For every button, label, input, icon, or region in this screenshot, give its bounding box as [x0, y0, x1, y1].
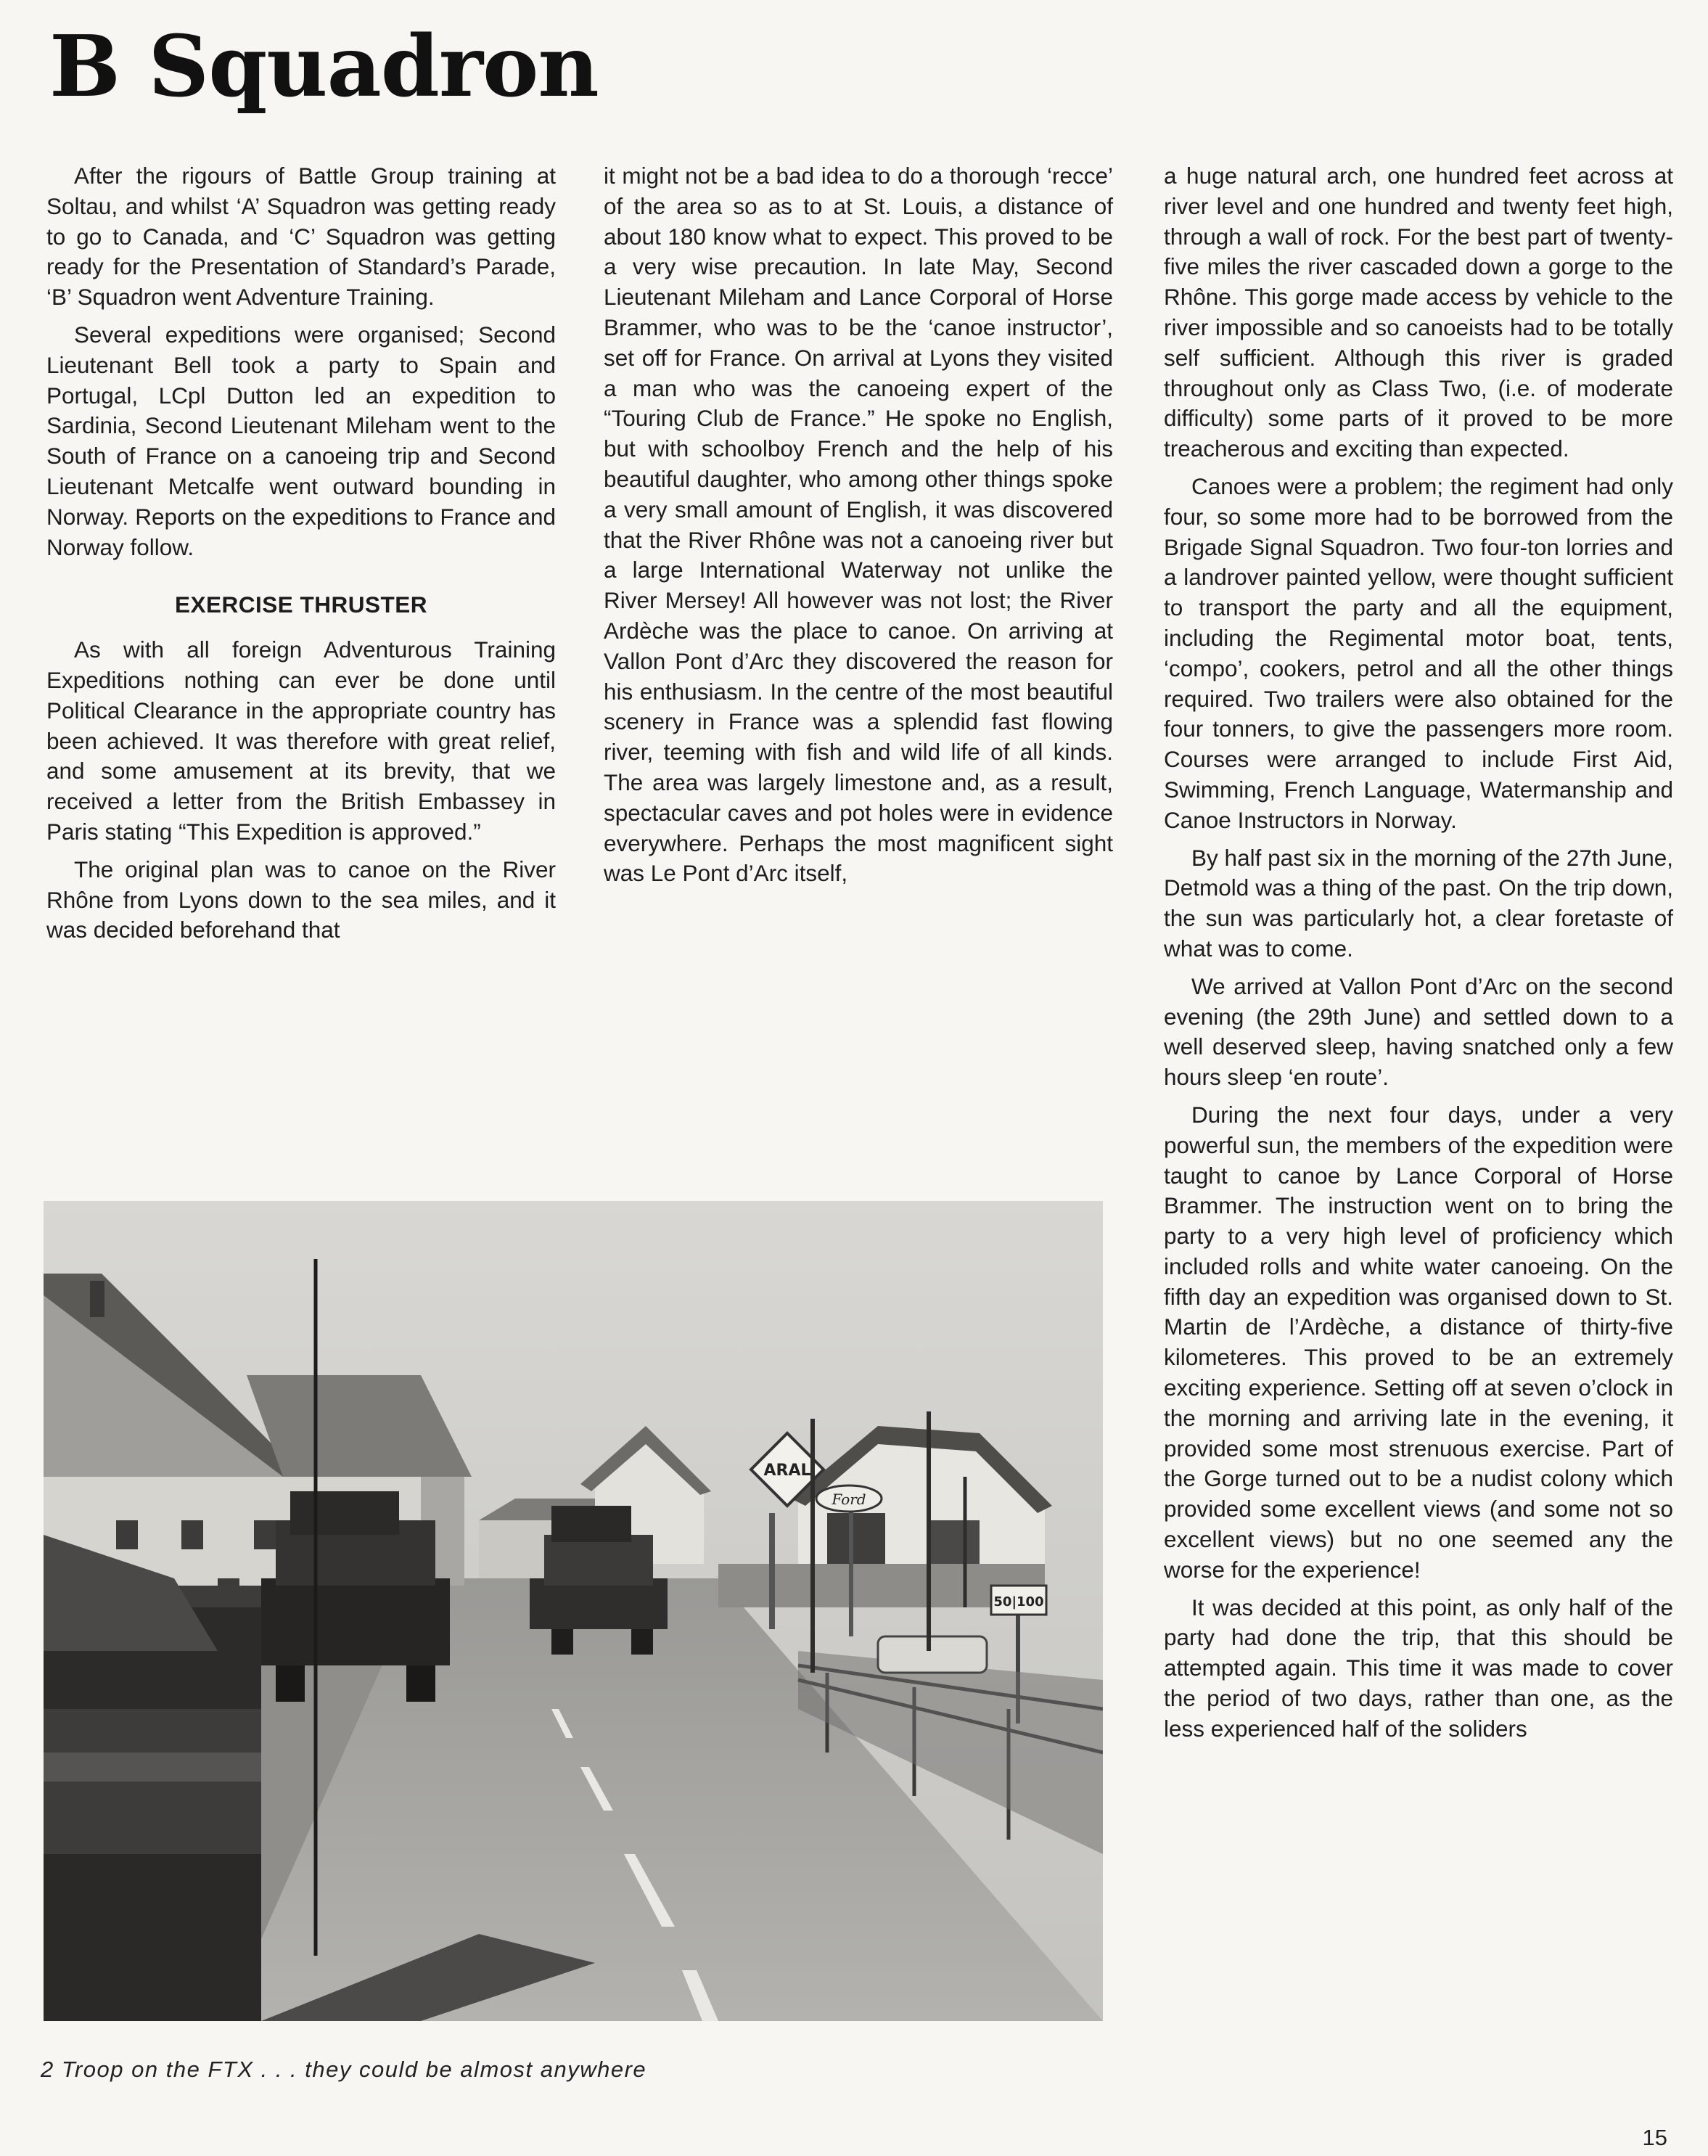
- paragraph: After the rigours of Battle Group training at Soltau, and whilst ‘A’ Squadron was getting ready to go to Canada, and ‘C’ Squadron was getting ready for the Presentation of Standard’s Parade, ‘B’ Squadron went Adventure Training.: [46, 163, 556, 311]
- page-title: B Squadron: [49, 17, 599, 116]
- tank-foreground: [44, 1535, 261, 2021]
- paragraph: Several expeditions were organised; Second Lieutenant Bell took a party to Spain and Portugal, LCpl Dutton led an expedition to Sardinia, Second Lieutenant Mileham went to the South of France on a canoeing trip and Second Lieutenant Metcalfe went outward bounding in Norway. Reports on the expeditions to France and Norway follow.: [46, 321, 556, 560]
- text-column-1: [46, 161, 556, 953]
- paragraph: During the next four days, under a very powerful sun, the members of the expedition were taught to canoe by Lance Corporal of Horse Brammer. The instruction went on to bring the party to a very high level of proficiency which included rolls and white water canoeing. On the fifth day an expedition was organised down to St. Martin de l’Ardèche, a distance of thirty-five kilometeres. This proved to be an extremely exciting experience. Setting off at seven o’clock in the morning and arriving late in the evening, it provided some most strenuous exercise. Part of the Gorge turned out to be a nudist colony which provided some excellent views (and some not so excellent views) but no one seemed any the worse for the experience!: [1164, 1101, 1673, 1583]
- text-column-3: [1164, 161, 1673, 1752]
- paragraph: We arrived at Vallon Pont d’Arc on the second evening (the 29th June) and settled down to a well deserved sleep, having snatched only a few hours sleep ‘en route’.: [1164, 972, 1673, 1091]
- paragraph: The original plan was to canoe on the River Rhône from Lyons down to the sea miles, and it was decided beforehand that: [46, 856, 556, 943]
- paragraph: As with all foreign Adventurous Training Expeditions nothing can ever be done until Political Clearance in the appropriate country has been achieved. It was therefore with great relief, and some amusement at its brevity, that we received a letter from the British Embassey in Paris stating “This Expedition is approved.”: [46, 636, 556, 845]
- paragraph: Canoes were a problem; the regiment had only four, so some more had to be borrowed from the Brigade Signal Squadron. Two four-ton lorries and a landrover painted yellow, were thought sufficient to transport the party and all the equipment, including the Regimental motor boat, tents, ‘compo’, cookers, petrol and all the other things required. Two trailers were also obtained for the four tonners, to give the passengers more room. Courses were arranged to include First Aid, Swimming, French Language, Watermanship and Canoe Instructors in Norway.: [1164, 472, 1673, 833]
- section-heading: EXERCISE THRUSTER: [174, 591, 428, 618]
- page-number: 15: [1642, 2125, 1667, 2150]
- paragraph: By half past six in the morning of the 27th June, Detmold was a thing of the past. On the trip down, the sun was particularly hot, a clear foretaste of what was to come.: [1164, 844, 1673, 962]
- text-column-2: [604, 161, 1113, 896]
- speed-sign-text: 50|100: [993, 1594, 1044, 1610]
- photo-caption: 2 Troop on the FTX . . . they could be almost anywhere: [41, 2057, 647, 2082]
- ford-sign-text: Ford: [832, 1491, 866, 1508]
- paragraph: a huge natural arch, one hundred feet across at river level and one hundred and twenty feet high, through a wall of rock. For the best part of twenty-five miles the river cascaded down a gorge to the Rhône. This gorge made access by vehicle to the river impossible and so canoeists had to be totally self sufficient. Although this river is graded throughout only as Class Two, (i.e. of moderate difficulty) some parts of it proved to be more treacherous and exciting than expected.: [1164, 163, 1673, 462]
- paragraph: It was decided at this point, as only half of the party had done the trip, that this should be attempted again. This time it was made to cover the period of two days, rather than one, as the less experienced half of the soliders: [1164, 1594, 1673, 1742]
- tanks-street-photo: [44, 1201, 1103, 2021]
- aral-sign-text: ARAL: [763, 1462, 811, 1480]
- paragraph: it might not be a bad idea to do a thorough ‘recce’ of the area so as to at St. Louis, a distance of about 180 know what to expect. This proved to be a very wise precaution. In late May, Second Lieutenant Mileham and Lance Corporal of Horse Brammer, who was to be the ‘canoe instructor’, set off for France. On arrival at Lyons they visited a man who was the canoeing expert of the “Touring Club de France.” He spoke no English, but with schoolboy French and the help of his beautiful daughter, who among other things spoke a very small amount of English, it was discovered that the River Rhône was not a canoeing river but a large International Waterway not unlike the River Mersey! All however was not lost; the River Ardèche was the place to canoe. On arriving at Vallon Pont d’Arc they discovered the reason for his enthusiasm. In the centre of the most beautiful scenery in France was a splendid fast flowing river, teeming with fish and wild life of all kinds. The area was largely limestone and, as a result, spectacular caves and pot holes were in evidence everywhere. Perhaps the most magnificent sight was Le Pont d’Arc itself,: [604, 163, 1113, 887]
- parked-car: [878, 1636, 987, 1673]
